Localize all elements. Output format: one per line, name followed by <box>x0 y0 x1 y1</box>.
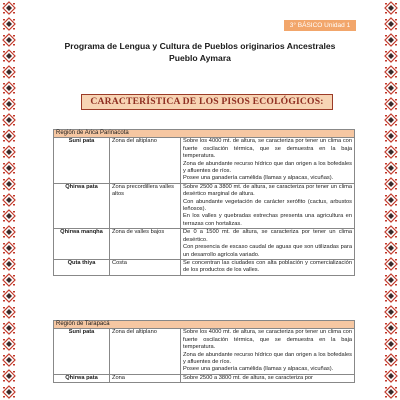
pattern-motif <box>385 226 397 238</box>
table-row <box>54 329 355 374</box>
pattern-motif <box>3 290 15 302</box>
pattern-motif <box>385 306 397 318</box>
description-line: Se concentran las ciudades con alta población y comercialización de los productos de los valles. <box>183 259 352 274</box>
description-line: Zona de abundante recurso hídrico que dan origen a los bofedales y afluentes de ríos. <box>183 351 352 366</box>
floor-description <box>181 138 355 183</box>
program-title: Programa de Lengua y Cultura de Pueblos originarios Ancestrales <box>64 41 336 51</box>
floor-name: Suni pata <box>54 329 110 374</box>
floor-zone: Zona del altiplano <box>110 138 181 183</box>
pattern-motif <box>3 98 15 110</box>
pattern-motif <box>3 226 15 238</box>
pattern-motif <box>3 82 15 94</box>
section-banner: CARACTERÍSTICA DE LOS PISOS ECOLÓGICOS: <box>81 94 333 110</box>
table-row <box>54 183 355 228</box>
table-row <box>54 259 355 275</box>
pattern-motif <box>385 178 397 190</box>
floor-zone: Zona de valles bajos <box>110 229 181 260</box>
pattern-motif <box>385 146 397 158</box>
pattern-motif <box>3 322 15 334</box>
pattern-motif <box>385 354 397 366</box>
floor-name: Suni pata <box>54 138 110 183</box>
floor-zone: Zona <box>110 374 181 382</box>
pattern-motif <box>3 242 15 254</box>
description-line: Posee una ganadería camélida (llamas y alpacas, vicuñas). <box>183 366 334 373</box>
pattern-motif <box>385 162 397 174</box>
description-line: Sobre 2500 a 3800 mt. de altura, se caracteriza por <box>183 374 313 381</box>
floor-description <box>181 374 355 382</box>
floor-description <box>181 259 355 275</box>
pattern-motif <box>3 18 15 30</box>
pattern-motif <box>3 162 15 174</box>
description-line: Con abundante vegetación de carácter xerófito (cactus, arbustos leñosos). <box>183 198 352 213</box>
description-line: Sobre 2500 a 3800 mt. de altura, se caracteriza por tener un clima desértico marginal de altura. <box>183 183 352 198</box>
pattern-motif <box>3 34 15 46</box>
pattern-motif <box>3 306 15 318</box>
pattern-motif <box>385 18 397 30</box>
pattern-motif <box>385 370 397 382</box>
pattern-motif <box>3 146 15 158</box>
pattern-motif <box>385 194 397 206</box>
pattern-motif <box>3 354 15 366</box>
pattern-motif <box>385 34 397 46</box>
pattern-motif <box>385 274 397 286</box>
pattern-motif <box>3 50 15 62</box>
description-line: Zona de abundante recurso hídrico que dan origen a los bofedales y afluentes de ríos. <box>183 160 352 175</box>
floor-name: Qhirwa manqha <box>54 229 110 260</box>
pattern-motif <box>3 338 15 350</box>
description-line: Sobre los 4000 mt. de altura, se caracteriza por tener un clima con fuerte oscilación térmica, que se demuestra en la baja temperatura. <box>183 329 352 351</box>
floor-description <box>181 183 355 228</box>
pattern-motif <box>385 242 397 254</box>
description-line: De 0 a 1500 mt. de altura, se caracteriza por tener un clima desértico. <box>183 229 352 243</box>
pattern-motif <box>3 258 15 270</box>
table-row <box>54 138 355 183</box>
floor-name: Qhirwa pata <box>54 374 110 382</box>
table-row <box>54 229 355 260</box>
floor-description <box>181 229 355 260</box>
pattern-motif <box>3 210 15 222</box>
pattern-motif <box>385 2 397 14</box>
description-line: Sobre los 4000 mt. de altura, se caracteriza por tener un clima con fuerte oscilación térmica, que se demuestra en la baja temperatura. <box>183 138 352 160</box>
description-line: En los valles y quebradas estrechas presenta una agricultura en terrazas con hortalizas. <box>183 213 352 227</box>
pattern-motif <box>385 130 397 142</box>
pattern-motif <box>385 50 397 62</box>
pattern-motif <box>385 290 397 302</box>
floor-name: Quta thiya <box>54 259 110 275</box>
pattern-motif <box>385 210 397 222</box>
pattern-motif <box>385 82 397 94</box>
pattern-motif <box>385 386 397 398</box>
pattern-motif <box>3 386 15 398</box>
pattern-motif <box>3 194 15 206</box>
pattern-motif <box>3 66 15 78</box>
pattern-motif <box>385 258 397 270</box>
pattern-motif <box>385 114 397 126</box>
region-table-arica <box>53 129 355 276</box>
description-line: Con presencia de escaso caudal de aguas que son utilizadas para un desarrollo agrícola variado. <box>183 244 352 258</box>
region-header: Región de Tarapacá <box>54 321 355 329</box>
floor-description <box>181 329 355 374</box>
floor-zone: Zona precordillera valles altos <box>110 183 181 228</box>
pattern-motif <box>3 2 15 14</box>
floor-name: Qhirwa pata <box>54 183 110 228</box>
description-line: Posee una ganadería camélida (llamas y alpacas, vicuñas). <box>183 175 334 182</box>
pattern-motif <box>385 98 397 110</box>
region-table-tarapaca <box>53 320 355 383</box>
pattern-motif <box>3 114 15 126</box>
decorative-border-left <box>0 0 18 400</box>
floor-zone: Costa <box>110 259 181 275</box>
table-row <box>54 374 355 382</box>
decorative-border-right <box>382 0 400 400</box>
pattern-motif <box>385 322 397 334</box>
grade-unit-badge: 3° BÁSICO Unidad 1 <box>284 20 356 31</box>
pattern-motif <box>385 66 397 78</box>
pattern-motif <box>3 274 15 286</box>
floor-zone: Zona del altiplano <box>110 329 181 374</box>
pattern-motif <box>385 338 397 350</box>
pattern-motif <box>3 178 15 190</box>
pattern-motif <box>3 370 15 382</box>
region-header: Región de Arica Parinacota <box>54 130 355 138</box>
pattern-motif <box>3 130 15 142</box>
people-subtitle: Pueblo Aymara <box>169 53 231 63</box>
